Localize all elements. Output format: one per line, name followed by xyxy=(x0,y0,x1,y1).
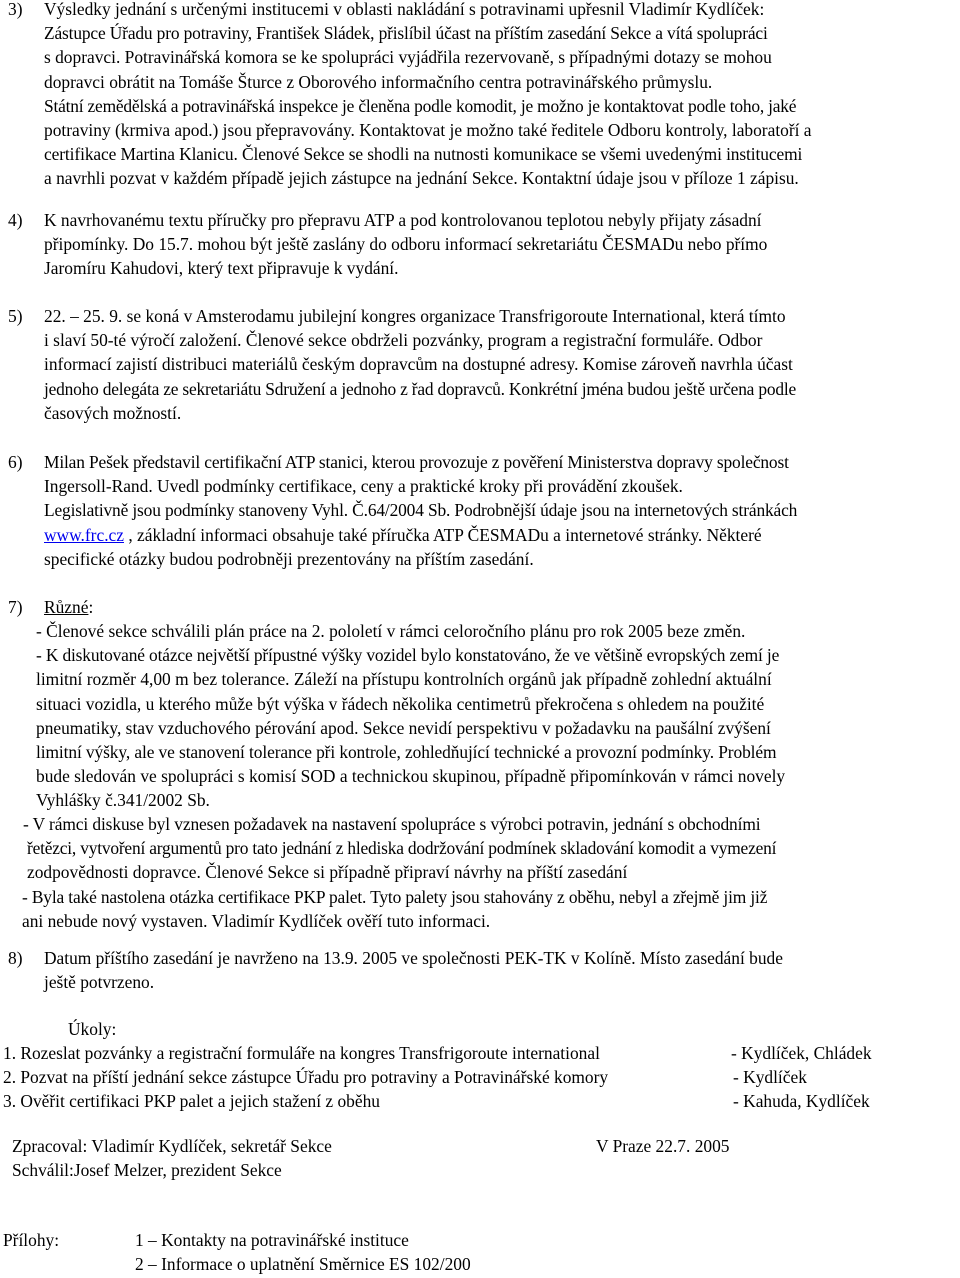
attachment-item: 2 – Informace o uplatnění Směrnice ES 102/200 xyxy=(135,1254,471,1274)
tasks-block xyxy=(0,1017,960,1117)
text-line: Ingersoll-Rand. Uvedl podmínky certifikace, ceny a praktické kroky při provádění zkoušek. xyxy=(44,476,683,497)
approved-by: Schválil:Josef Melzer, prezident Sekce xyxy=(12,1160,282,1180)
section-number: 4) xyxy=(8,210,23,230)
section-title xyxy=(44,595,93,619)
text-line: specifické otázky budou podrobněji prezentovány na příštím zasedání. xyxy=(44,548,534,569)
place-date: V Praze 22.7. 2005 xyxy=(596,1136,730,1156)
section-4 xyxy=(8,208,960,288)
section-7-bullets-last xyxy=(22,885,767,933)
text-line: informací zajistí distribuci materiálů českým dopravcům na dostupné adresy. Komise zároveň navrhla účast xyxy=(44,354,793,375)
bullet-line: limitní rozměr 4,00 m bez tolerance. Záleží na přístupu kontrolních orgánů jak případně zohlední aktuální xyxy=(36,669,772,690)
attachments-label: Přílohy: xyxy=(3,1230,60,1250)
bullet-line: pneumatiky, stav vzduchového pérování apod. Sekce nevidí perspektivu v požadavku na paušální zvýšení xyxy=(36,717,771,738)
section-6 xyxy=(8,450,960,580)
section-7-bullets-cont xyxy=(23,812,776,885)
attachment-item: 1 – Kontakty na potravinářské instituce xyxy=(135,1230,409,1250)
text-line: potraviny (krmiva apod.) jsou přepravovány. Kontaktovat je možno také ředitele Odboru kontroly, laboratoří a xyxy=(44,120,812,141)
text-line: s dopravci. Potravinářská komora se ke spolupráci vyjádřila rezervovaně, s případnými dotazy se mohou xyxy=(44,47,772,68)
text-line: Zástupce Úřadu pro potraviny, František Sládek, přislíbil účast na příštím zasedání Sekce a vítá spolupráci xyxy=(44,23,768,44)
bullet-line: limitní výšky, ale ve stanovení tolerance při kontrole, zohledňující technické a provozní podmínky. Problém xyxy=(36,742,777,763)
text-line: Státní zemědělská a potravinářská inspekce je členěna podle komodit, je možno je kontaktovat podle toho, jaké xyxy=(44,95,797,116)
prepared-by: Zpracoval: Vladimír Kydlíček, sekretář Sekce xyxy=(12,1136,332,1156)
attachments-block xyxy=(0,1228,960,1278)
bullet-line: situaci vozidla, u kterého může být výška v řádech několika centimetrů překročena s ohledem na použité xyxy=(36,693,765,714)
text-line: ještě potvrzeno. xyxy=(44,972,155,993)
text-line: Milan Pešek představil certifikační ATP stanici, kterou provozuje z pověření Ministerstva dopravy společnost xyxy=(44,452,789,472)
section-number: 5) xyxy=(8,306,23,326)
section-number: 3) xyxy=(8,0,23,19)
text-line: Výsledky jednání s určenými institucemi v oblasti nakládání s potravinami upřesnil Vladimír Kydlíček: xyxy=(44,0,765,19)
section-number: 7) xyxy=(8,597,23,617)
task-owner: - Kahuda, Kydlíček xyxy=(733,1091,870,1111)
tasks-title: Úkoly: xyxy=(68,1019,117,1039)
text-line: a navrhli pozvat v každém případě jejich zástupce na jednání Sekce. Kontaktní údaje jsou v příloze 1 zápisu. xyxy=(44,168,799,189)
section-4-text xyxy=(44,208,767,281)
section-title-text: Různé xyxy=(44,597,89,617)
section-5-text xyxy=(44,304,796,425)
section-3-text xyxy=(44,0,812,191)
text-line: jednoho delegáta ze sekretariátu Sdružení a jednoho z řad dopravců. Konkrétní jména budou ještě určena podle xyxy=(44,378,796,399)
text-line: připomínky. Do 15.7. mohou být ještě zaslány do odboru informací sekretariátu ČESMADu nebo přímo xyxy=(44,234,768,255)
text-line: certifikace Martina Klanicu. Členové Sekce se shodli na nutnosti komunikace se všemi uvedenými institucemi xyxy=(44,144,803,165)
bullet-line: bude sledován ve spolupráci s komisí SOD a technickou skupinou, případně připomínkován v rámci novely xyxy=(36,766,786,787)
section-8 xyxy=(8,946,960,1006)
text-line: časových možností. xyxy=(44,402,182,423)
text-line: i slaví 50-té výročí založení. Členové sekce obdrželi pozvánky, program a registrační formuláře. Odbor xyxy=(44,330,763,351)
text-line: Jaromíru Kahudovi, který text připravuje k vydání. xyxy=(44,258,399,279)
bullet-line: řetězci, vytvoření argumentů pro tato jednání z hlediska dodržování podmínek skladování komodit a vymezení xyxy=(27,838,777,859)
task-owner: - Kydlíček xyxy=(733,1067,807,1087)
text-line: Datum příštího zasedání je navrženo na 13.9. 2005 ve společnosti PEK-TK v Kolíně. Místo zasedání bude xyxy=(44,948,783,968)
section-7-text xyxy=(44,595,93,619)
bullet-line: zodpovědnosti dopravce. Členové Sekce si případně připraví návrhy na příští zasedání xyxy=(27,862,628,883)
section-3 xyxy=(8,0,960,197)
section-7-bullets xyxy=(36,619,785,813)
section-number: 6) xyxy=(8,452,23,472)
bullet-line: - Členové sekce schválili plán práce na 2. pololetí v rámci celoročního plánu pro rok 2005 beze změn. xyxy=(36,621,746,641)
bullet-line: - Byla také nastolena otázka certifikace PKP palet. Tyto palety jsou stahovány z oběhu, nebyl a zřejmě jim již xyxy=(22,887,768,907)
section-title-suffix: : xyxy=(88,597,94,617)
task-item: 2. Pozvat na příští jednání sekce zástupce Úřadu pro potraviny a Potravinářské komory xyxy=(3,1067,609,1087)
task-item: 3. Ověřit certifikaci PKP palet a jejich stažení z oběhu xyxy=(3,1091,380,1111)
text-line: 22. – 25. 9. se koná v Amsterodamu jubilejní kongres organizace Transfrigoroute International, která tímto xyxy=(44,306,786,326)
section-number: 8) xyxy=(8,948,23,968)
section-5 xyxy=(8,304,960,434)
task-item: 1. Rozeslat pozvánky a registrační formuláře na kongres Transfrigoroute international xyxy=(3,1043,600,1063)
text-line: dopravci obrátit na Tomáše Šturce z Oborového informačního centra potravinářského průmyslu. xyxy=(44,71,713,92)
text-line xyxy=(44,523,797,547)
text-fragment: , základní informaci obsahuje také příručka ATP ČESMADu a internetové stránky. Některé xyxy=(123,524,762,545)
text-line: K navrhovanému textu příručky pro přepravu ATP a pod kontrolovanou teplotou nebyly přijaty zásadní xyxy=(44,210,762,230)
bullet-line: Vyhlášky č.341/2002 Sb. xyxy=(36,790,210,811)
website-link[interactable]: www.frc.cz xyxy=(44,524,124,545)
text-line: Legislativně jsou podmínky stanoveny Vyhl. Č.64/2004 Sb. Podrobnější údaje jsou na internetových stránkách xyxy=(44,500,798,521)
section-8-text xyxy=(44,946,783,994)
task-owner: - Kydlíček, Chládek xyxy=(731,1043,872,1063)
section-6-text xyxy=(44,450,797,571)
bullet-line: - V rámci diskuse byl vznesen požadavek na nastavení spolupráce s výrobci potravin, jednání s obchodními xyxy=(23,814,761,834)
bullet-line: - K diskutované otázce největší přípustné výšky vozidel bylo konstatováno, že ve většině evropských zemí je xyxy=(36,645,780,666)
signature-block xyxy=(0,1134,960,1184)
bullet-line: ani nebude nový vystaven. Vladimír Kydlíček ověří tuto informaci. xyxy=(22,911,491,932)
